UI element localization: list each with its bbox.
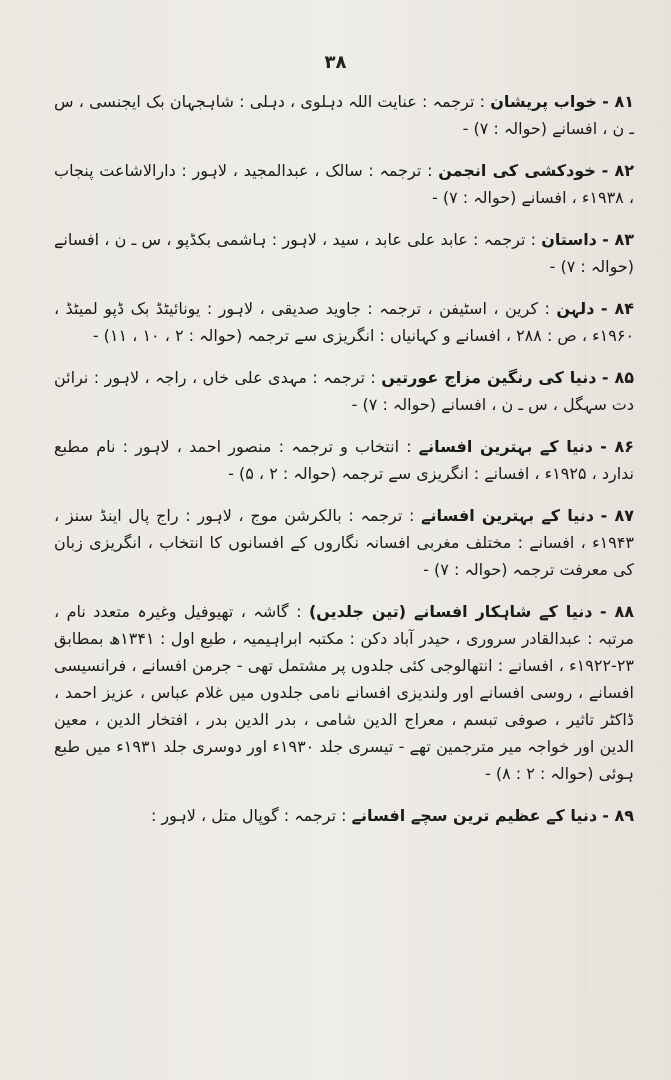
entry-details: : ترجمہ : عابد علی عابد ، سید ، لاہور : ہاشمی بکڈپو ، س ـ ن ، افسانے (حوالہ : ۷) - [54,230,634,276]
entry-title: خودکشی کی انجمن [438,161,596,180]
entry-84 [54,295,634,349]
entry-text [54,157,634,211]
entry-86 [54,433,634,487]
entry-number: ۸۶ - [600,437,634,456]
entry-details: : ترجمہ : عنایت اللہ دہلوی ، دہلی : شاہجہان بک ایجنسی ، س ـ ن ، افسانے (حوالہ : ۷) - [54,92,634,138]
entry-number: ۸۲ - [601,161,635,180]
entry-text [54,502,634,583]
entry-text [54,295,634,349]
entry-number: ۸۷ - [600,506,635,525]
entry-title: داستان [541,230,597,249]
entry-details: : ترجمہ : گوپال متل ، لاہور : [150,806,347,825]
entry-85 [54,364,634,418]
entry-title: دلہن [556,299,595,318]
entry-text [54,364,634,418]
entry-89 [54,802,634,829]
entry-title: دنیا کے شاہکار افسانے (تین جلدیں) [308,602,593,621]
entry-title: دنیا کے عظیم ترین سچے افسانے [351,806,598,825]
entry-title: خواب پریشان [490,92,597,111]
entry-text [54,433,634,487]
entry-83 [54,226,634,280]
entry-text [54,598,634,787]
bibliography-entries [54,88,634,844]
entry-text [54,226,634,280]
entry-82 [54,157,634,211]
entry-details: : ترجمہ : سالک ، عبدالمجید ، لاہور : دارالاشاعت پنجاب ، ۱۹۳۸ء ، افسانے (حوالہ : ۷) - [54,161,634,207]
page-number: ۳۸ [324,52,347,73]
entry-number: ۸۹ - [602,806,634,825]
entry-81 [54,88,634,142]
entry-number: ۸۵ - [601,368,634,387]
entry-87 [54,502,634,583]
entry-title: دنیا کے بہترین افسانے [421,506,594,525]
entry-title: دنیا کے بہترین افسانے [418,437,594,456]
entry-text [54,802,634,829]
entry-number: ۸۱ - [602,92,634,111]
entry-details: : ترجمہ : بالکرشن موج ، لاہور : راج پال اینڈ سنز ، ۱۹۴۳ء ، افسانے : مختلف مغربی افسانہ نگاروں کے افسانوں کا انتخاب ، انگریزی زبان کی معرفت ترجمہ (حوالہ : ۷) - [54,506,634,579]
entry-number: ۸۳ - [602,230,634,249]
entry-number: ۸۴ - [600,299,634,318]
entry-number: ۸۸ - [599,602,635,621]
entry-title: دنیا کی رنگین مزاج عورتیں [381,368,597,387]
entry-text [54,88,634,142]
entry-details: : ترجمہ : مہدی علی خاں ، راجہ ، لاہور : نرائن دت سہگل ، س ـ ن ، افسانے (حوالہ : ۷) - [54,368,634,414]
entry-88 [54,598,634,787]
entry-details: : انتخاب و ترجمہ : منصور احمد ، لاہور : نام مطبع ندارد ، ۱۹۲۵ء ، افسانے : انگریزی سے ترجمہ (حوالہ : ۲ ، ۵) - [54,437,634,483]
entry-details: : کرین ، اسٹیفن ، ترجمہ : جاوید صدیقی ، لاہور : یونائیٹڈ بک ڈپو لمیٹڈ ، ۱۹۶۰ء ، ص : ۲۸۸ ، افسانے و کہانیاں : انگریزی سے ترجمہ (حوالہ : ۲ ، ۱۰ ، ۱۱) - [54,299,634,345]
entry-details: : گاشہ ، تھیوفیل وغیرہ متعدد نام ، مرتبہ : عبدالقادر سروری ، حیدر آباد دکن : مکتبہ ابراہیمیہ ، طبع اول : ۱۳۴۱ھ بمطابق ۲۳-۱۹۲۲ء ، افسانے : انتھالوجی کئی جلدوں پر مشتمل تھی - جرمن افسانے ، فرانسیسی افسانے ، روسی افسانے اور ولندیزی افسانے نامی جلدوں میں غلام عباس ، عزیز احمد ، ڈاکٹر تاثیر ، صوفی تبسم ، معراج الدین شامی ، بدر الدین بدر ، افتخار الدین ، معین الدین اور خواجہ میر مترجمین تھے - تیسری جلد ۱۹۳۰ء اور دوسری جلد ۱۹۳۱ء میں طبع ہوئی (حوالہ : ۲ : ۸) - [54,602,634,783]
